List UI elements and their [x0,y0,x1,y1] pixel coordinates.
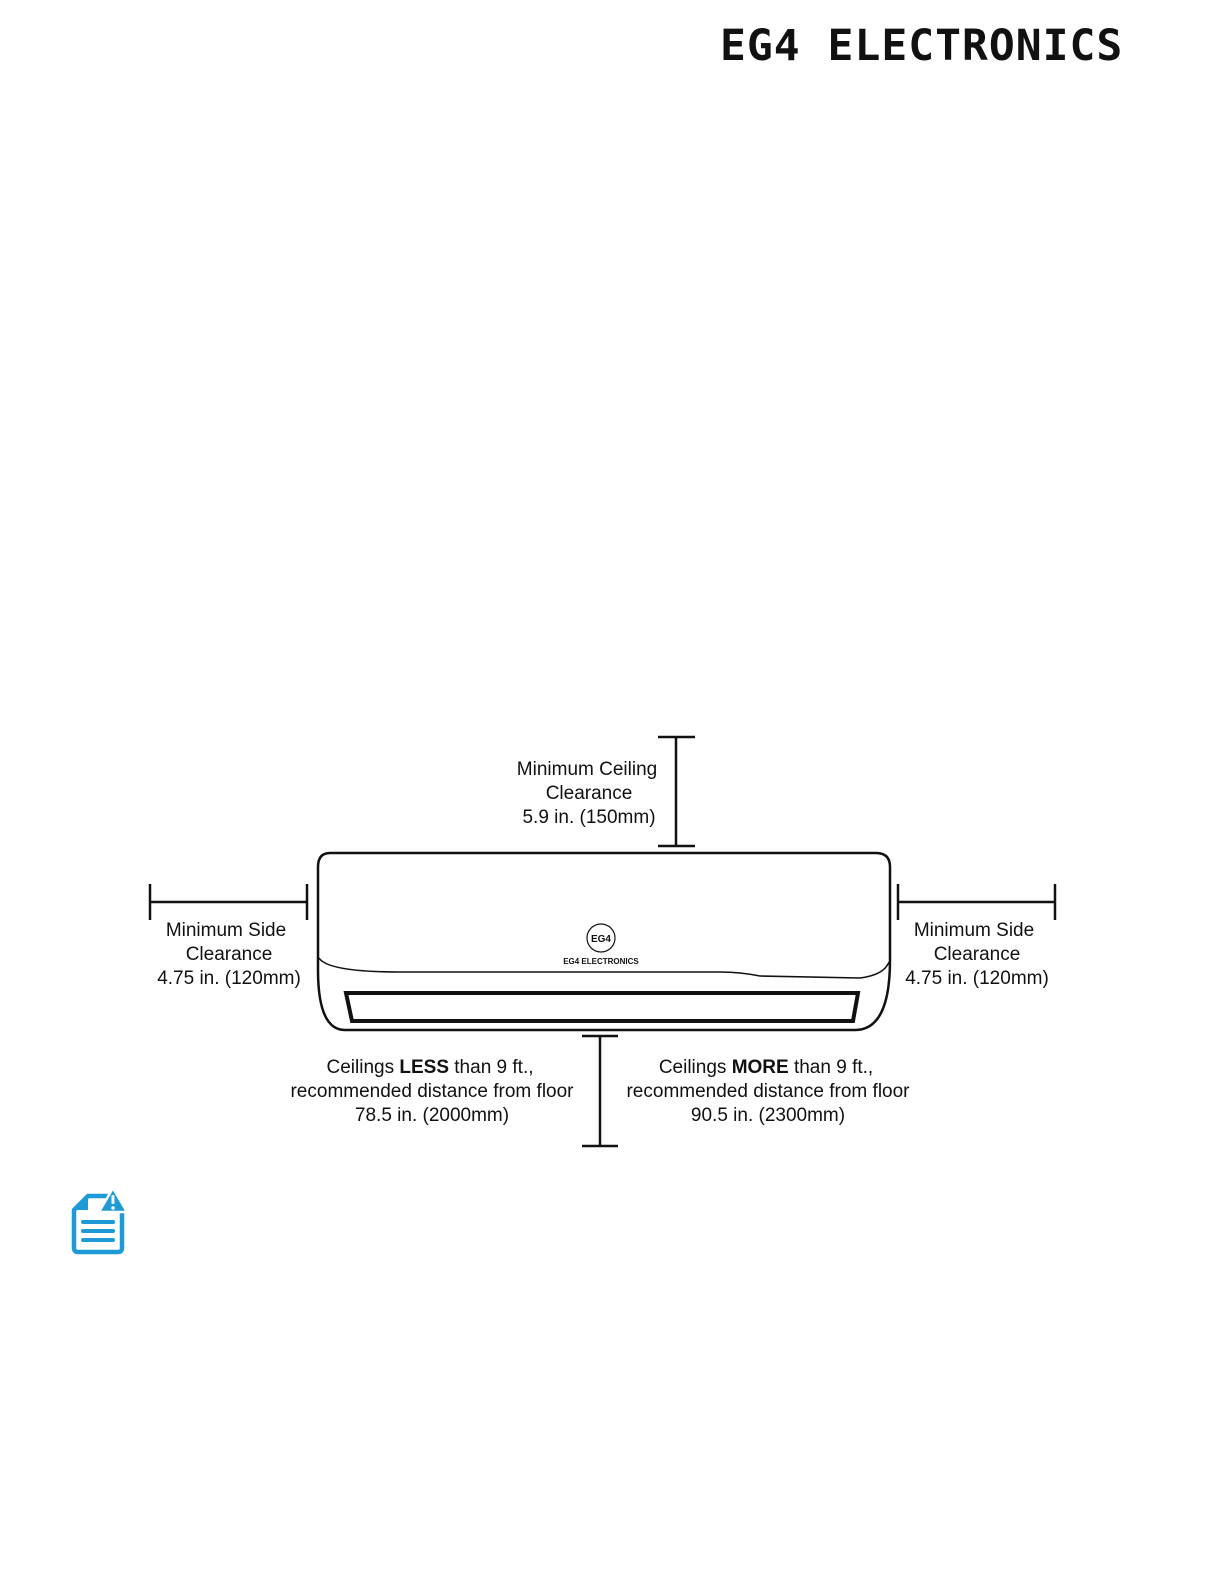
svg-text:Clearance: Clearance [933,944,1021,965]
svg-text:Clearance: Clearance [545,783,633,804]
svg-text:recommended distance from floo: recommended distance from floor [626,1081,910,1102]
svg-text:78.5 in. (2000mm): 78.5 in. (2000mm) [354,1105,510,1126]
unit-brand-text: EG4 ELECTRONICS [563,957,639,966]
ceiling-clearance-marker [658,737,695,846]
air-outlet-vent [346,993,858,1021]
floor-distance-less-label [290,1057,574,1126]
svg-text:recommended distance from floo: recommended distance from floor [290,1081,574,1102]
svg-text:Ceilings LESS than 9 ft.,: Ceilings LESS than 9 ft., [326,1057,534,1078]
svg-text:Minimum Ceiling: Minimum Ceiling [516,759,658,780]
svg-text:Minimum Side: Minimum Side [913,920,1035,941]
svg-text:90.5 in. (2300mm): 90.5 in. (2300mm) [690,1105,846,1126]
brand-logo: EG4 ELECTRONICS [720,21,1124,71]
ceiling-clearance-label [517,759,657,828]
svg-text:5.9 in. (150mm): 5.9 in. (150mm) [522,807,656,828]
right-side-clearance-label [905,920,1049,989]
svg-text:Ceilings MORE than 9 ft.,: Ceilings MORE than 9 ft., [658,1057,874,1078]
unit-badge-text: EG4 [590,934,612,945]
floor-distance-more-label [626,1057,910,1126]
floor-distance-marker [582,1036,618,1146]
clipboard-warning-icon [70,1186,130,1256]
svg-text:Minimum Side: Minimum Side [165,920,287,941]
svg-text:4.75 in. (120mm): 4.75 in. (120mm) [157,968,301,989]
right-side-clearance-marker [898,884,1055,920]
left-side-clearance-label [157,920,301,989]
left-side-clearance-marker [150,884,307,920]
svg-text:Clearance: Clearance [185,944,273,965]
svg-text:4.75 in. (120mm): 4.75 in. (120mm) [905,968,1049,989]
